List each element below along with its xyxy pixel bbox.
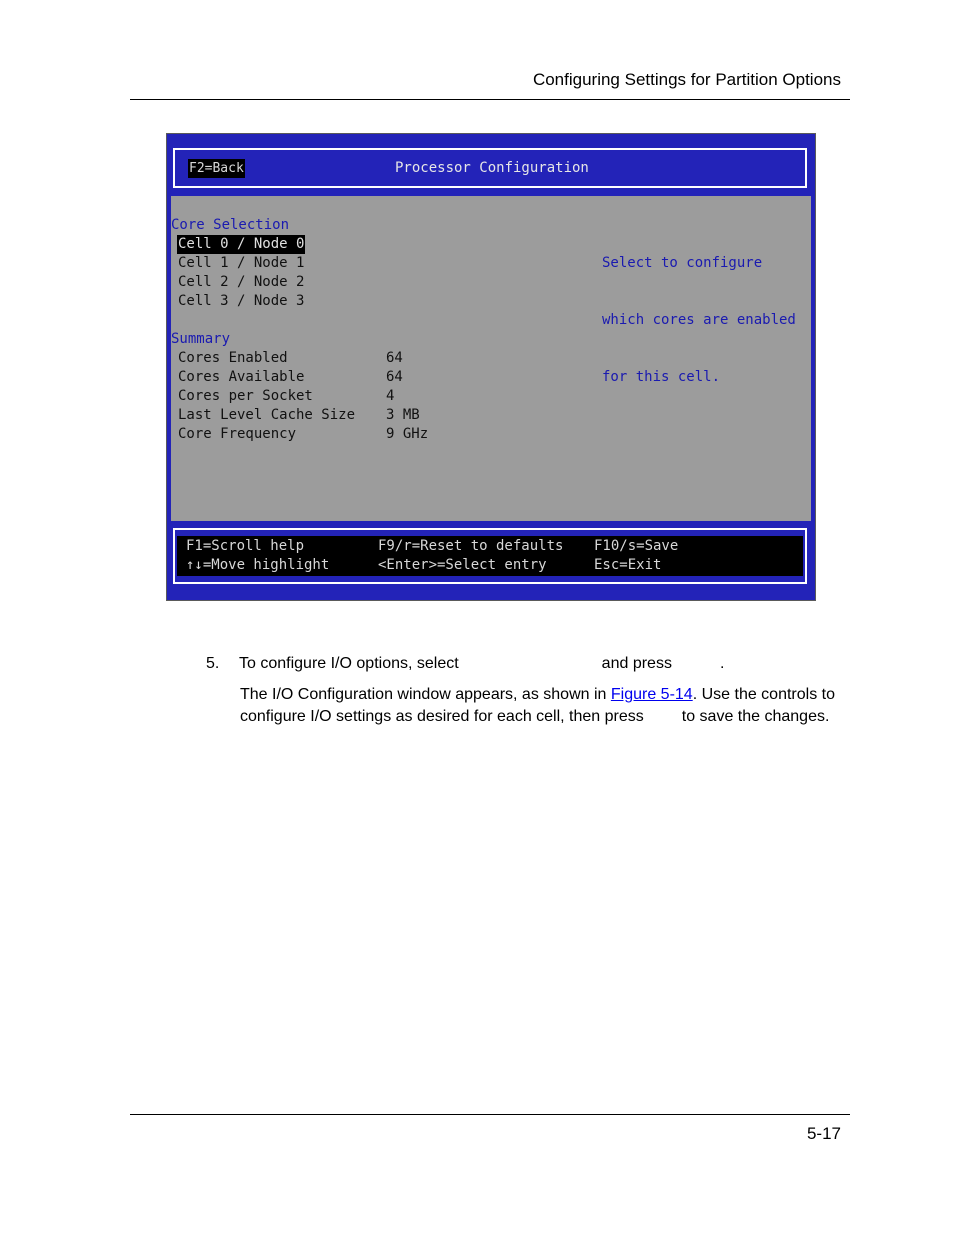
summary-value-cache-size: 3 MB [386, 407, 420, 423]
reset-defaults-key: F9/r=Reset to defaults [378, 538, 564, 554]
summary-label-core-frequency: Core Frequency [178, 426, 297, 442]
cell-list [178, 235, 305, 311]
core-selection-label: Core Selection [171, 217, 290, 233]
move-highlight-key: ↑↓=Move highlight [186, 557, 330, 573]
bios-header [173, 148, 807, 188]
figure-link[interactable]: Figure 5-14 [610, 686, 693, 703]
para-text: The I/O Configuration window appears, as shown in [240, 686, 611, 703]
header-rule [130, 99, 850, 100]
bios-screenshot [166, 133, 816, 601]
running-header: Configuring Settings for Partition Options [532, 70, 841, 89]
step-text-part: and press [601, 655, 672, 672]
save-key: F10/s=Save [594, 538, 679, 554]
footer-keys [177, 536, 803, 576]
para-text: . Use the controls to configure I/O settings as desired for each cell, then press [240, 686, 835, 725]
summary-value-cores-available: 64 [386, 369, 403, 385]
footer-rule [130, 1114, 850, 1115]
summary-value-cores-enabled: 64 [386, 350, 403, 366]
cell-item-1[interactable]: Cell 1 / Node 1 [178, 255, 305, 271]
help-line: Select to configure [602, 255, 763, 271]
cell-item-3[interactable]: Cell 3 / Node 3 [178, 293, 305, 309]
summary-label-cores-available: Cores Available [178, 369, 305, 385]
step-instruction [239, 653, 724, 675]
back-key[interactable]: F2=Back [189, 161, 244, 176]
help-line: which cores are enabled [602, 312, 796, 328]
scroll-help-key: F1=Scroll help [186, 538, 305, 554]
step-paragraph [240, 684, 840, 727]
page-number: 5-17 [806, 1124, 841, 1143]
summary-label: Summary [171, 331, 231, 347]
exit-key: Esc=Exit [594, 557, 662, 573]
bios-title: Processor Configuration [395, 160, 589, 176]
cell-item-2[interactable]: Cell 2 / Node 2 [178, 274, 305, 290]
cell-item-0[interactable]: Cell 0 / Node 0 [178, 236, 305, 252]
summary-value-cores-per-socket: 4 [386, 388, 395, 404]
step-text-part: To configure I/O options, select [239, 655, 459, 672]
bios-body [171, 196, 811, 521]
summary-label-cache-size: Last Level Cache Size [178, 407, 356, 423]
bios-footer [173, 528, 807, 584]
step-number: 5. [206, 655, 220, 672]
summary-value-core-frequency: 9 GHz [386, 426, 429, 442]
help-text [602, 216, 802, 425]
select-entry-key: <Enter>=Select entry [378, 557, 547, 573]
summary-label-cores-per-socket: Cores per Socket [178, 388, 313, 404]
summary-label-cores-enabled: Cores Enabled [178, 350, 288, 366]
help-line: for this cell. [602, 369, 721, 385]
step-text-part: . [719, 655, 725, 672]
para-text: to save the changes. [681, 707, 830, 725]
